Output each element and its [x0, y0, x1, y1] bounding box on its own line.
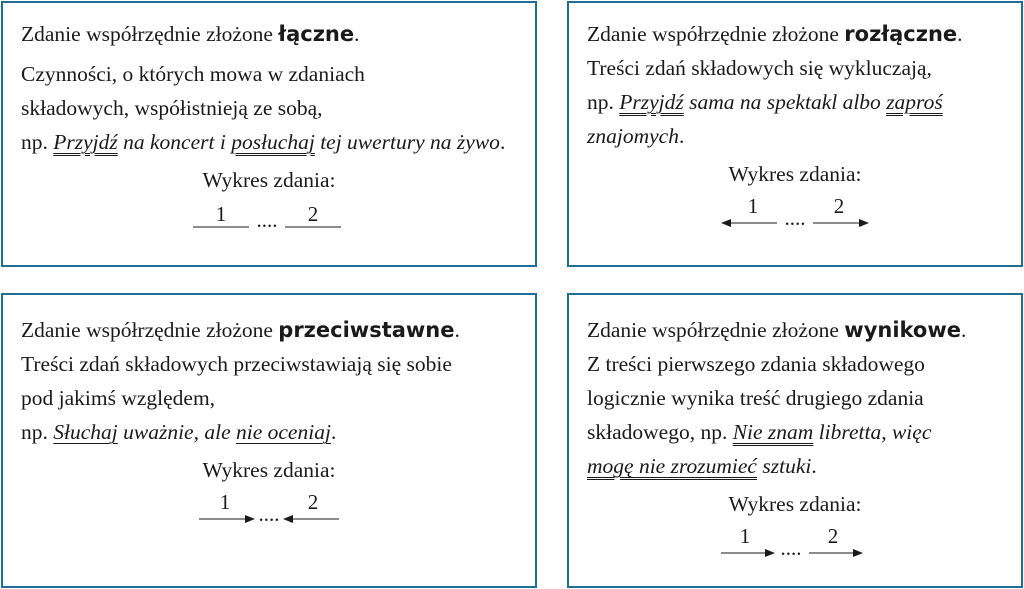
diagram-num-2: 2 [307, 202, 319, 226]
title-suffix: . [957, 22, 963, 46]
description-line: Treści zdań składowych się wykluczają, [587, 56, 932, 80]
arrowhead-right [245, 515, 255, 523]
example-line [587, 415, 1003, 449]
example-end: . [499, 130, 506, 154]
example-text: znajomych [587, 124, 679, 148]
diagram-num-2: 2 [833, 194, 845, 218]
diagram-num-1: 1 [739, 524, 751, 548]
description-line: Treści zdań składowych przeciwstawiają się sobie [21, 352, 452, 376]
example-prefix: np. [21, 420, 48, 444]
description-line: logicznie wynika treść drugiego zdania [587, 386, 924, 410]
card-title [21, 313, 517, 347]
title-keyword: wynikowe [844, 318, 962, 342]
sentence-diagram [705, 521, 885, 565]
diagram-dots: .... [258, 502, 280, 526]
example-text: libretta, więc [818, 420, 932, 444]
example-prefix: np. [21, 130, 48, 154]
example-prefix: np. [700, 420, 728, 444]
predicate-2: nie oceniaj [236, 420, 331, 444]
predicate-1: Przyjdź [619, 90, 684, 114]
example-line [587, 119, 1003, 153]
diagram-label: Wykres zdania: [728, 162, 862, 186]
predicate-2: zaproś [886, 90, 943, 114]
card-title [587, 17, 1003, 51]
card-title [587, 313, 1003, 347]
diagram-dots: .... [784, 206, 806, 230]
arrowhead-right [859, 219, 869, 227]
description-line: Czynności, o których mowa w zdaniach [21, 62, 365, 86]
diagram-num-1: 1 [219, 490, 231, 514]
predicate-1: Słuchaj [53, 420, 118, 444]
card-rozlaczne [567, 1, 1023, 267]
predicate-1: Przyjdź [53, 130, 118, 154]
diagram-dots: .... [256, 208, 278, 232]
title-prefix: Zdanie współrzędnie złożone [587, 318, 839, 342]
predicate-2: mogę nie zrozumieć [587, 454, 757, 478]
title-prefix: Zdanie współrzędnie złożone [21, 318, 273, 342]
sentence-diagram [179, 487, 359, 531]
arrowhead-left [283, 515, 293, 523]
diagram-num-2: 2 [827, 524, 839, 548]
example-text: na koncert i [123, 130, 226, 154]
example-text: sama na spektakl albo [689, 90, 881, 114]
example-line [21, 125, 517, 159]
description-line: składowego, [587, 420, 696, 444]
title-prefix: Zdanie współrzędnie złożone [587, 22, 839, 46]
title-suffix: . [961, 318, 967, 342]
title-prefix: Zdanie współrzędnie złożone [21, 22, 273, 46]
diagram-label: Wykres zdania: [728, 492, 862, 516]
example-text: uważnie, ale [123, 420, 231, 444]
card-wynikowe [567, 293, 1023, 588]
example-end: . [330, 420, 337, 444]
diagram-num-1: 1 [747, 194, 759, 218]
predicate-2: posłuchaj [231, 130, 315, 154]
description-line: składowych, współistnieją ze sobą, [21, 96, 323, 120]
example-line [587, 85, 1003, 119]
arrowhead-left [721, 219, 731, 227]
sentence-diagram [179, 197, 359, 237]
card-title [21, 17, 517, 51]
title-keyword: łączne [278, 22, 355, 46]
example-line [21, 415, 517, 449]
example-end: . [678, 124, 685, 148]
example-prefix: np. [587, 90, 614, 114]
diagram-num-2: 2 [307, 490, 319, 514]
diagram-dots: .... [780, 536, 802, 560]
description-line: Z treści pierwszego zdania składowego [587, 352, 925, 376]
title-suffix: . [354, 22, 360, 46]
title-keyword: przeciwstawne [278, 318, 455, 342]
title-keyword: rozłączne [844, 22, 958, 46]
example-text: tej uwertury na żywo [320, 130, 500, 154]
example-text: sztuki [762, 454, 812, 478]
diagram-label: Wykres zdania: [202, 168, 336, 192]
arrowhead-right [765, 549, 775, 557]
sentence-diagram [705, 191, 885, 231]
card-laczne [1, 1, 537, 267]
title-suffix: . [454, 318, 460, 342]
predicate-1: Nie znam [732, 420, 814, 444]
arrowhead-right [853, 549, 863, 557]
description-line: pod jakimś względem, [21, 386, 216, 410]
example-end: . [811, 454, 817, 478]
example-line [587, 449, 1003, 483]
card-przeciwstawne [1, 293, 537, 588]
diagram-num-1: 1 [215, 202, 227, 226]
diagram-label: Wykres zdania: [202, 458, 336, 482]
